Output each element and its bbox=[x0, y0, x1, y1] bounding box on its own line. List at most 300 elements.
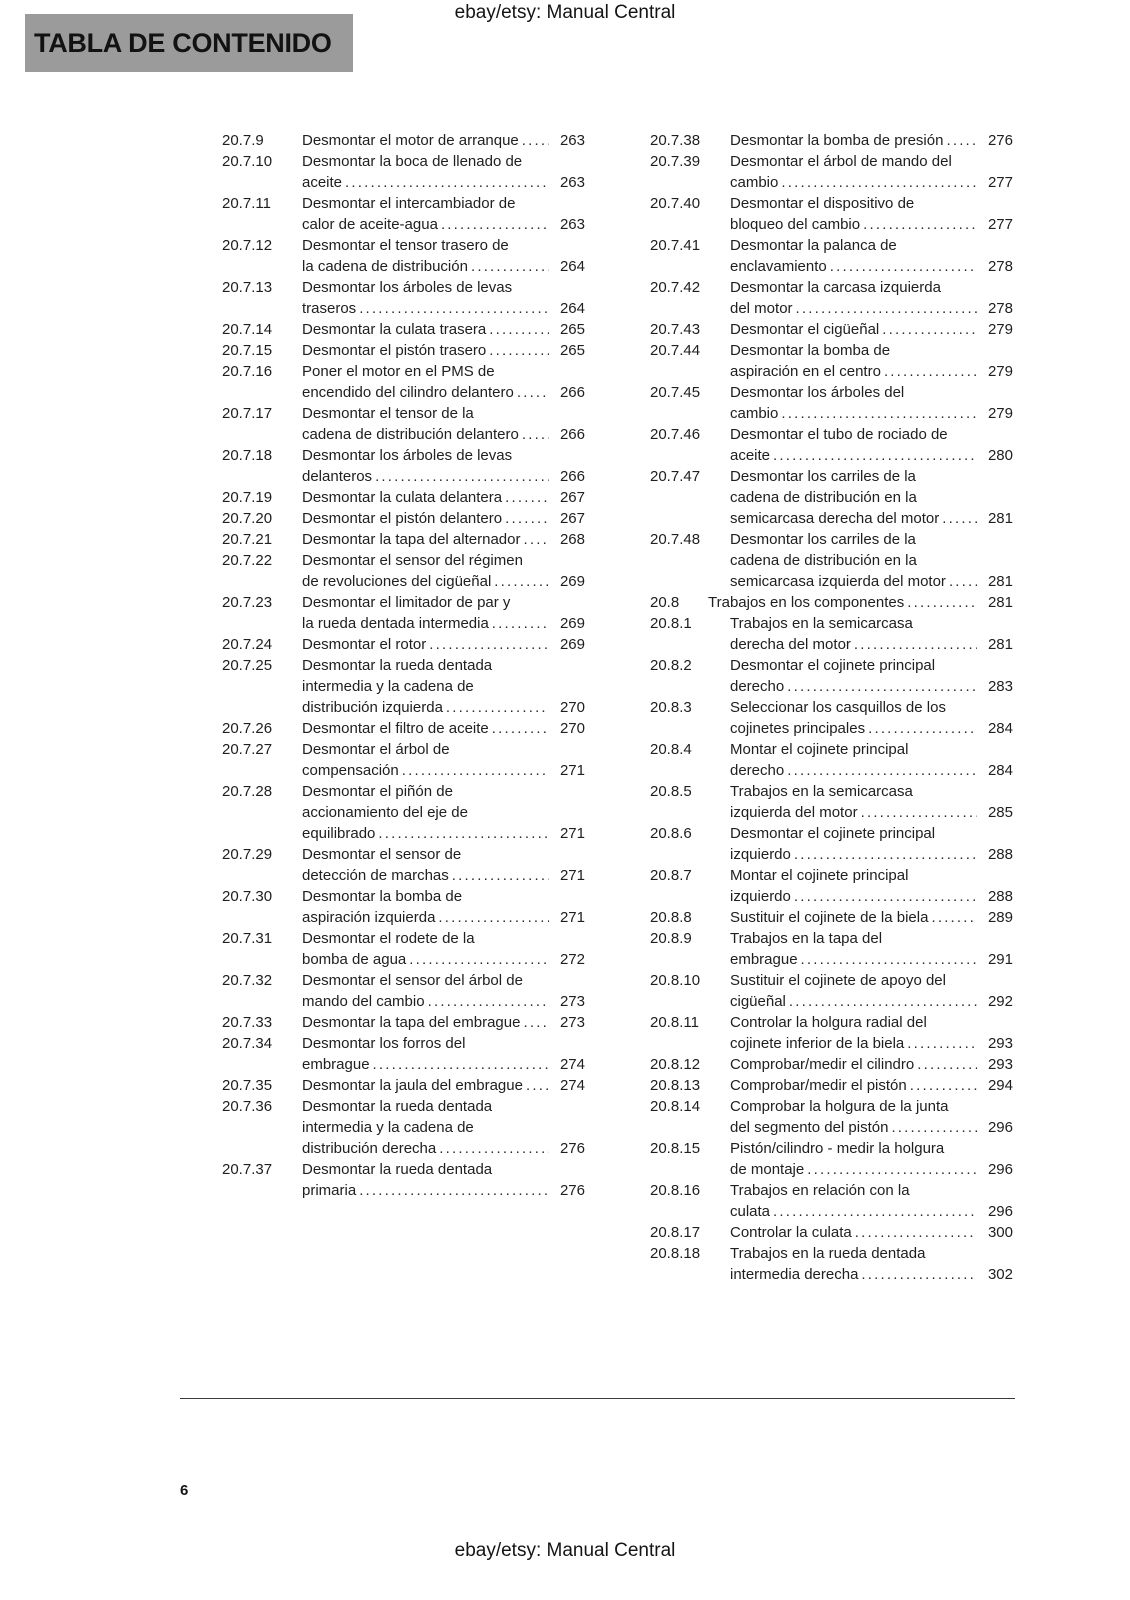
toc-entry-page: 296 bbox=[987, 1203, 1013, 1220]
toc-entry-leader bbox=[302, 508, 549, 529]
toc-entry-title: Desmontar el sensor de detección de marchas ..... bbox=[302, 844, 524, 886]
toc-entry-leader bbox=[302, 1075, 549, 1096]
toc-entry-leader bbox=[302, 1033, 549, 1075]
toc-entry bbox=[650, 466, 1013, 529]
toc-entry-leader bbox=[730, 907, 977, 928]
toc-entry-title: Desmontar la boca de llenado de aceite ..... bbox=[302, 151, 524, 193]
toc-entry-number: 20.7.9 bbox=[222, 132, 264, 149]
toc-entry-page: 269 bbox=[559, 615, 585, 632]
toc-entry-title: Desmontar el árbol de mando del cambio ..... bbox=[730, 151, 952, 193]
toc-entry-title: Desmontar el árbol de compensación ..... bbox=[302, 739, 524, 781]
toc-entry bbox=[650, 1180, 1013, 1222]
toc-entry bbox=[222, 718, 585, 739]
toc-entry-title: Trabajos en los componentes ..... bbox=[708, 592, 930, 613]
toc-entry-leader bbox=[730, 319, 977, 340]
toc-entry-title: Sustituir el cojinete de la biela ..... bbox=[730, 907, 952, 928]
toc-entry-page: 302 bbox=[987, 1266, 1013, 1283]
toc-entry-leader bbox=[730, 1222, 977, 1243]
toc-entry-leader bbox=[730, 1138, 977, 1180]
toc-entry-leader bbox=[302, 151, 549, 193]
toc-entry-leader bbox=[302, 277, 549, 319]
toc-entry bbox=[222, 508, 585, 529]
toc-entry-title: Seleccionar los casquillos de los cojinetes principales ..... bbox=[730, 697, 952, 739]
toc-entry-leader bbox=[730, 382, 977, 424]
toc-entry-title: Pistón/cilindro - medir la holgura de montaje ..... bbox=[730, 1138, 952, 1180]
toc-entry bbox=[650, 865, 1013, 907]
toc-entry-number: 20.7.22 bbox=[222, 552, 273, 569]
toc-entry-number: 20.8.13 bbox=[650, 1077, 701, 1094]
toc-entry-leader bbox=[730, 1012, 977, 1054]
toc-entry-page: 269 bbox=[559, 636, 585, 653]
toc-entry bbox=[222, 340, 585, 361]
toc-entry-title: Sustituir el cojinete de apoyo del cigüeñal ..... bbox=[730, 970, 952, 1012]
toc-entry-number: 20.8.17 bbox=[650, 1224, 701, 1241]
toc-entry-leader bbox=[302, 130, 549, 151]
toc-entry bbox=[650, 823, 1013, 865]
toc-entry bbox=[650, 739, 1013, 781]
toc-entry-number: 20.7.30 bbox=[222, 888, 273, 905]
toc-entry bbox=[222, 655, 585, 718]
toc-entry-number: 20.7.39 bbox=[650, 153, 701, 170]
toc-entry-number: 20.7.17 bbox=[222, 405, 273, 422]
toc-entry-title: Trabajos en relación con la culata ..... bbox=[730, 1180, 952, 1222]
toc-entry-title: Desmontar los carriles de la cadena de distribución en la semicarcasa izquierda del motor ..... bbox=[730, 529, 952, 592]
toc-entry-title: Desmontar la tapa del alternador ..... bbox=[302, 529, 524, 550]
toc-entry-number: 20.7.31 bbox=[222, 930, 273, 947]
toc-entry bbox=[222, 487, 585, 508]
toc-entry bbox=[650, 907, 1013, 928]
toc-entry bbox=[650, 1243, 1013, 1285]
toc-entry-page: 283 bbox=[987, 678, 1013, 695]
toc-entry-title: Controlar la holgura radial del cojinete inferior de la biela ..... bbox=[730, 1012, 952, 1054]
toc-entry-title: Desmontar la bomba de presión ..... bbox=[730, 130, 952, 151]
footer-rule bbox=[180, 1398, 1015, 1399]
toc-entry-leader bbox=[730, 1243, 977, 1285]
toc-entry-leader bbox=[730, 970, 977, 1012]
toc-entry-page: 264 bbox=[559, 258, 585, 275]
toc-entry-number: 20.8.16 bbox=[650, 1182, 701, 1199]
toc-entry-number: 20.7.19 bbox=[222, 489, 273, 506]
toc-entry-number: 20.8.18 bbox=[650, 1245, 701, 1262]
toc-entry-leader bbox=[302, 445, 549, 487]
toc-entry-leader bbox=[730, 1096, 977, 1138]
toc-entry-page: 267 bbox=[559, 510, 585, 527]
toc-entry-number: 20.7.43 bbox=[650, 321, 701, 338]
toc-entry-leader bbox=[730, 1075, 977, 1096]
toc-entry-leader bbox=[302, 634, 549, 655]
toc-entry-leader bbox=[730, 529, 977, 592]
toc-entry-leader bbox=[302, 739, 549, 781]
toc-entry bbox=[222, 844, 585, 886]
toc-entry bbox=[650, 277, 1013, 319]
toc-entry-title: Desmontar la rueda dentada intermedia y la cadena de distribución izquierda ..... bbox=[302, 655, 524, 718]
toc-entry bbox=[222, 1075, 585, 1096]
toc-entry-page: 269 bbox=[559, 573, 585, 590]
toc-entry-page: 279 bbox=[987, 321, 1013, 338]
toc-entry-page: 276 bbox=[559, 1182, 585, 1199]
toc-entry bbox=[650, 1012, 1013, 1054]
toc-entry-title: Desmontar la culata trasera ..... bbox=[302, 319, 524, 340]
toc-entry bbox=[650, 613, 1013, 655]
toc-entry-leader bbox=[302, 928, 549, 970]
toc-entry-title: Desmontar el intercambiador de calor de aceite-agua ..... bbox=[302, 193, 524, 235]
toc-entry-leader bbox=[302, 361, 549, 403]
toc-entry-number: 20.7.48 bbox=[650, 531, 701, 548]
toc-entry-number: 20.7.15 bbox=[222, 342, 273, 359]
toc-entry bbox=[222, 235, 585, 277]
toc-entry-number: 20.7.47 bbox=[650, 468, 701, 485]
toc-entry-title: Desmontar los carriles de la cadena de distribución en la semicarcasa derecha del motor ..... bbox=[730, 466, 952, 529]
toc-entry-number: 20.8.4 bbox=[650, 741, 692, 758]
toc-entry-page: 296 bbox=[987, 1119, 1013, 1136]
toc-entry-title: Desmontar la culata delantera ..... bbox=[302, 487, 524, 508]
toc-entry bbox=[650, 592, 1013, 613]
toc-entry bbox=[650, 340, 1013, 382]
toc-entry-page: 271 bbox=[559, 825, 585, 842]
toc-entry-page: 281 bbox=[987, 510, 1013, 527]
toc-entry-page: 279 bbox=[987, 405, 1013, 422]
toc-entry-number: 20.7.40 bbox=[650, 195, 701, 212]
toc-entry-number: 20.7.24 bbox=[222, 636, 273, 653]
toc-entry bbox=[222, 1096, 585, 1159]
toc-entry-number: 20.7.23 bbox=[222, 594, 273, 611]
toc-entry-number: 20.8.7 bbox=[650, 867, 692, 884]
toc-entry-number: 20.7.11 bbox=[222, 195, 271, 212]
toc-entry-page: 281 bbox=[987, 573, 1013, 590]
toc-entry-title: Desmontar los árboles de levas traseros ..... bbox=[302, 277, 524, 319]
toc-entry-page: 270 bbox=[559, 699, 585, 716]
toc-entry-number: 20.7.42 bbox=[650, 279, 701, 296]
toc-entry-leader bbox=[302, 235, 549, 277]
toc-entry-leader bbox=[302, 844, 549, 886]
toc-entry-page: 274 bbox=[559, 1056, 585, 1073]
toc-entry-page: 294 bbox=[987, 1077, 1013, 1094]
toc-entry bbox=[222, 319, 585, 340]
toc-entry-page: 264 bbox=[559, 300, 585, 317]
toc-entry-leader bbox=[302, 886, 549, 928]
toc-entry-title: Trabajos en la semicarcasa derecha del motor ..... bbox=[730, 613, 952, 655]
toc-entry-page: 284 bbox=[987, 720, 1013, 737]
toc-entry-page: 288 bbox=[987, 888, 1013, 905]
toc-entry-leader bbox=[730, 928, 977, 970]
toc-entry-page: 263 bbox=[559, 132, 585, 149]
toc-entry-number: 20.8 bbox=[650, 594, 680, 611]
toc-entry-leader bbox=[730, 1054, 977, 1075]
toc-entry-title: Desmontar el cojinete principal izquierdo ..... bbox=[730, 823, 952, 865]
toc-entry bbox=[650, 1096, 1013, 1138]
toc-entry-page: 291 bbox=[987, 951, 1013, 968]
toc-entry-page: 270 bbox=[559, 720, 585, 737]
toc-entry-title: Trabajos en la tapa del embrague ..... bbox=[730, 928, 952, 970]
toc-entry-page: 280 bbox=[987, 447, 1013, 464]
toc-entry-leader bbox=[302, 319, 549, 340]
toc-entry bbox=[222, 781, 585, 844]
toc-entry-page: 266 bbox=[559, 426, 585, 443]
toc-entry-title: Desmontar los árboles del cambio ..... bbox=[730, 382, 952, 424]
toc-entry-page: 296 bbox=[987, 1161, 1013, 1178]
toc-entry-title: Desmontar el tubo de rociado de aceite ..... bbox=[730, 424, 952, 466]
toc-entry bbox=[650, 970, 1013, 1012]
toc-entry-leader bbox=[730, 823, 977, 865]
toc-entry-leader bbox=[730, 151, 977, 193]
toc-entry-leader bbox=[708, 592, 977, 613]
toc-entry-number: 20.7.45 bbox=[650, 384, 701, 401]
toc-entry-title: Desmontar el cojinete principal derecho ..... bbox=[730, 655, 952, 697]
toc-entry-title: Desmontar los forros del embrague ..... bbox=[302, 1033, 524, 1075]
toc-entry-leader bbox=[730, 1180, 977, 1222]
toc-entry-title: Desmontar la palanca de enclavamiento ..... bbox=[730, 235, 952, 277]
toc-entry-number: 20.7.33 bbox=[222, 1014, 273, 1031]
toc-entry bbox=[650, 1075, 1013, 1096]
toc-entry-number: 20.7.35 bbox=[222, 1077, 273, 1094]
toc-entry-page: 293 bbox=[987, 1056, 1013, 1073]
toc-entry-title: Desmontar el rodete de la bomba de agua ..... bbox=[302, 928, 524, 970]
toc-entry-page: 292 bbox=[987, 993, 1013, 1010]
toc-entry-page: 267 bbox=[559, 489, 585, 506]
toc-entry-leader bbox=[730, 739, 977, 781]
toc-entry-number: 20.7.20 bbox=[222, 510, 273, 527]
toc-entry-number: 20.8.12 bbox=[650, 1056, 701, 1073]
toc-entry-page: 271 bbox=[559, 909, 585, 926]
toc-entry-number: 20.7.34 bbox=[222, 1035, 273, 1052]
toc-entry-leader bbox=[302, 655, 549, 718]
toc-entry-leader bbox=[302, 1159, 549, 1201]
toc-entry-number: 20.8.15 bbox=[650, 1140, 701, 1157]
toc-column-left bbox=[222, 130, 585, 1201]
toc-entry bbox=[222, 886, 585, 928]
toc-entry-leader bbox=[730, 277, 977, 319]
page-title: TABLA DE CONTENIDO bbox=[34, 27, 332, 58]
toc-entry-number: 20.8.3 bbox=[650, 699, 692, 716]
toc-entry-page: 274 bbox=[559, 1077, 585, 1094]
toc-entry-title: Desmontar el filtro de aceite ..... bbox=[302, 718, 524, 739]
toc-entry bbox=[222, 151, 585, 193]
toc-entry-leader bbox=[302, 1012, 549, 1033]
toc-entry bbox=[222, 550, 585, 592]
toc-entry-leader bbox=[730, 655, 977, 697]
toc-entry-leader bbox=[302, 1096, 549, 1159]
toc-entry-title: Desmontar el cigüeñal ..... bbox=[730, 319, 952, 340]
toc-entry bbox=[222, 1033, 585, 1075]
toc-entry bbox=[650, 781, 1013, 823]
toc-entry bbox=[222, 277, 585, 319]
toc-entry-title: Trabajos en la rueda dentada intermedia derecha ..... bbox=[730, 1243, 952, 1285]
toc-entry-leader bbox=[730, 193, 977, 235]
toc-entry-title: Desmontar la jaula del embrague ..... bbox=[302, 1075, 524, 1096]
toc-entry-page: 266 bbox=[559, 468, 585, 485]
toc-entry bbox=[222, 403, 585, 445]
toc-entry-leader bbox=[730, 613, 977, 655]
toc-entry-number: 20.7.28 bbox=[222, 783, 273, 800]
toc-entry-leader bbox=[730, 865, 977, 907]
toc-entry-title: Desmontar la rueda dentada primaria ..... bbox=[302, 1159, 524, 1201]
toc-entry-leader bbox=[302, 550, 549, 592]
toc-entry-title: Desmontar el tensor trasero de la cadena de distribución ..... bbox=[302, 235, 524, 277]
toc-entry bbox=[650, 235, 1013, 277]
toc-entry-leader bbox=[730, 424, 977, 466]
toc-entry-page: 273 bbox=[559, 993, 585, 1010]
toc-entry-number: 20.7.18 bbox=[222, 447, 273, 464]
toc-entry-number: 20.7.10 bbox=[222, 153, 273, 170]
toc-entry-page: 300 bbox=[987, 1224, 1013, 1241]
toc-entry bbox=[650, 319, 1013, 340]
toc-entry-title: Desmontar el piñón de accionamiento del eje de equilibrado ..... bbox=[302, 781, 524, 844]
toc-entry-page: 272 bbox=[559, 951, 585, 968]
toc-entry-title: Comprobar/medir el pistón ..... bbox=[730, 1075, 952, 1096]
toc-entry-title: Desmontar la bomba de aspiración izquierda ..... bbox=[302, 886, 524, 928]
toc-entry-page: 281 bbox=[987, 594, 1013, 611]
toc-entry-leader bbox=[730, 466, 977, 529]
toc-entry-title: Desmontar el tensor de la cadena de distribución delantero ..... bbox=[302, 403, 524, 445]
toc-entry-number: 20.7.13 bbox=[222, 279, 273, 296]
toc-entry-page: 278 bbox=[987, 300, 1013, 317]
toc-entry-number: 20.7.29 bbox=[222, 846, 273, 863]
toc-entry bbox=[650, 655, 1013, 697]
toc-entry bbox=[222, 529, 585, 550]
toc-entry-page: 285 bbox=[987, 804, 1013, 821]
toc-entry-title: Desmontar la tapa del embrague ..... bbox=[302, 1012, 524, 1033]
toc-entry bbox=[222, 928, 585, 970]
toc-entry bbox=[222, 1159, 585, 1201]
toc-entry bbox=[222, 361, 585, 403]
toc-entry-leader bbox=[302, 487, 549, 508]
toc-entry bbox=[222, 739, 585, 781]
toc-entry bbox=[222, 130, 585, 151]
toc-entry bbox=[650, 424, 1013, 466]
toc-entry-number: 20.8.6 bbox=[650, 825, 692, 842]
toc-entry-page: 278 bbox=[987, 258, 1013, 275]
toc-entry-page: 265 bbox=[559, 321, 585, 338]
toc-entry-title: Comprobar/medir el cilindro ..... bbox=[730, 1054, 952, 1075]
toc-entry-number: 20.8.10 bbox=[650, 972, 701, 989]
toc-entry-leader bbox=[302, 529, 549, 550]
toc-entry-title: Desmontar el motor de arranque ..... bbox=[302, 130, 524, 151]
toc-entry bbox=[222, 1012, 585, 1033]
toc-entry-number: 20.8.2 bbox=[650, 657, 692, 674]
toc-entry-leader bbox=[730, 781, 977, 823]
toc-entry-number: 20.8.14 bbox=[650, 1098, 701, 1115]
toc-entry-page: 266 bbox=[559, 384, 585, 401]
toc-entry-title: Montar el cojinete principal izquierdo ..... bbox=[730, 865, 952, 907]
toc-entry-number: 20.7.32 bbox=[222, 972, 273, 989]
toc-entry-page: 289 bbox=[987, 909, 1013, 926]
toc-entry-title: Desmontar la bomba de aspiración en el centro ..... bbox=[730, 340, 952, 382]
toc-entry-page: 284 bbox=[987, 762, 1013, 779]
toc-entry-leader bbox=[730, 130, 977, 151]
toc-entry-number: 20.7.27 bbox=[222, 741, 273, 758]
toc-entry-page: 263 bbox=[559, 216, 585, 233]
toc-entry-title: Desmontar la carcasa izquierda del motor ..... bbox=[730, 277, 952, 319]
toc-entry-leader bbox=[302, 718, 549, 739]
toc-entry-number: 20.7.38 bbox=[650, 132, 701, 149]
toc-column-right bbox=[650, 130, 1013, 1285]
toc-entry-page: 288 bbox=[987, 846, 1013, 863]
toc-entry-title: Montar el cojinete principal derecho ..... bbox=[730, 739, 952, 781]
toc-entry-page: 263 bbox=[559, 174, 585, 191]
toc-entry-leader bbox=[302, 403, 549, 445]
toc-entry bbox=[222, 970, 585, 1012]
toc-entry-leader bbox=[730, 697, 977, 739]
toc-entry-leader bbox=[302, 781, 549, 844]
running-header: ebay/etsy: Manual Central bbox=[454, 2, 676, 23]
toc-entry-number: 20.7.26 bbox=[222, 720, 273, 737]
toc-entry-title: Desmontar la rueda dentada intermedia y la cadena de distribución derecha ..... bbox=[302, 1096, 524, 1159]
toc-entry bbox=[222, 634, 585, 655]
toc-entry-leader bbox=[302, 970, 549, 1012]
toc-entry-number: 20.7.12 bbox=[222, 237, 273, 254]
toc-entry-leader bbox=[302, 340, 549, 361]
toc-entry-title: Desmontar el limitador de par y la rueda dentada intermedia ..... bbox=[302, 592, 524, 634]
toc-entry-number: 20.7.41 bbox=[650, 237, 701, 254]
toc-entry-page: 268 bbox=[559, 531, 585, 548]
toc-entry-page: 273 bbox=[559, 1014, 585, 1031]
toc-entry-title: Desmontar el sensor del árbol de mando del cambio ..... bbox=[302, 970, 524, 1012]
toc-entry-number: 20.8.1 bbox=[650, 615, 692, 632]
toc-entry bbox=[650, 193, 1013, 235]
toc-entry-title: Desmontar el sensor del régimen de revoluciones del cigüeñal ..... bbox=[302, 550, 524, 592]
running-footer: ebay/etsy: Manual Central bbox=[454, 1540, 676, 1561]
toc-entry-number: 20.7.16 bbox=[222, 363, 273, 380]
toc-entry-page: 277 bbox=[987, 174, 1013, 191]
page-number: 6 bbox=[180, 1482, 189, 1499]
toc-entry-number: 20.7.44 bbox=[650, 342, 701, 359]
toc-entry bbox=[650, 1138, 1013, 1180]
toc-entry-title: Trabajos en la semicarcasa izquierda del motor ..... bbox=[730, 781, 952, 823]
toc-entry-number: 20.7.36 bbox=[222, 1098, 273, 1115]
toc-entry bbox=[650, 382, 1013, 424]
toc-entry-title: Desmontar el dispositivo de bloqueo del cambio ..... bbox=[730, 193, 952, 235]
toc-entry-leader bbox=[730, 340, 977, 382]
toc-entry bbox=[222, 592, 585, 634]
toc-entry bbox=[650, 151, 1013, 193]
toc-entry-leader bbox=[302, 592, 549, 634]
section-heading-box bbox=[25, 14, 353, 72]
toc-entry-leader bbox=[302, 193, 549, 235]
toc-entry-number: 20.7.25 bbox=[222, 657, 273, 674]
toc-entry-page: 281 bbox=[987, 636, 1013, 653]
toc-entry-page: 271 bbox=[559, 867, 585, 884]
toc-entry-title: Desmontar el pistón delantero ..... bbox=[302, 508, 524, 529]
toc-entry-title: Poner el motor en el PMS de encendido del cilindro delantero ..... bbox=[302, 361, 524, 403]
toc-entry-page: 279 bbox=[987, 363, 1013, 380]
toc-entry-title: Desmontar los árboles de levas delanteros ..... bbox=[302, 445, 524, 487]
toc-entry-number: 20.8.9 bbox=[650, 930, 692, 947]
toc-entry bbox=[650, 928, 1013, 970]
toc-entry-page: 276 bbox=[559, 1140, 585, 1157]
toc-entry-number: 20.7.37 bbox=[222, 1161, 273, 1178]
toc-entry-number: 20.7.21 bbox=[222, 531, 273, 548]
toc-entry-page: 277 bbox=[987, 216, 1013, 233]
toc-entry bbox=[650, 1054, 1013, 1075]
toc-entry bbox=[222, 445, 585, 487]
toc-entry-number: 20.7.14 bbox=[222, 321, 273, 338]
toc-entry-page: 276 bbox=[987, 132, 1013, 149]
toc-entry bbox=[650, 130, 1013, 151]
toc-entry-number: 20.7.46 bbox=[650, 426, 701, 443]
toc-entry-title: Controlar la culata ..... bbox=[730, 1222, 952, 1243]
toc-entry bbox=[222, 193, 585, 235]
toc-entry-title: Desmontar el pistón trasero ..... bbox=[302, 340, 524, 361]
toc-entry-number: 20.8.5 bbox=[650, 783, 692, 800]
toc-entry-number: 20.8.8 bbox=[650, 909, 692, 926]
toc-entry bbox=[650, 697, 1013, 739]
toc-entry-title: Comprobar la holgura de la junta del segmento del pistón ..... bbox=[730, 1096, 952, 1138]
toc-entry-page: 265 bbox=[559, 342, 585, 359]
toc-entry-page: 293 bbox=[987, 1035, 1013, 1052]
toc-entry-number: 20.8.11 bbox=[650, 1014, 699, 1031]
toc-entry-leader bbox=[730, 235, 977, 277]
toc-entry-page: 271 bbox=[559, 762, 585, 779]
